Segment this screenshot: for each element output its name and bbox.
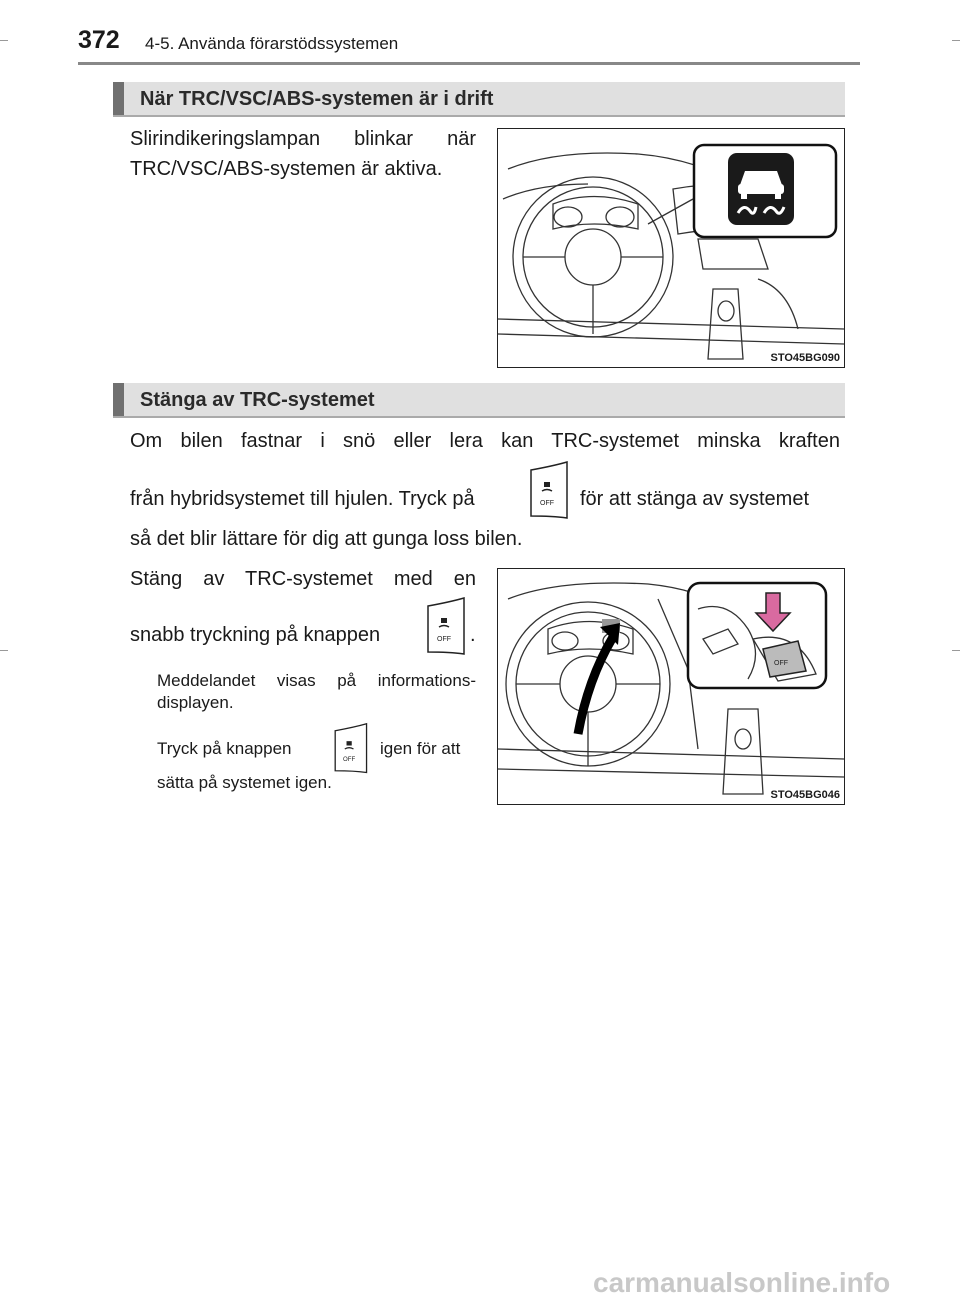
- crop-mark: [0, 40, 8, 41]
- figure-code: STO45BG046: [770, 789, 840, 801]
- step-text-end: .: [470, 624, 476, 646]
- svg-text:OFF: OFF: [540, 500, 554, 507]
- note-text-line: sätta på systemet igen.: [157, 773, 332, 792]
- svg-text:OFF: OFF: [343, 756, 356, 764]
- crop-mark: [0, 650, 8, 651]
- note-text-line: Tryck på knappen: [157, 739, 292, 758]
- slip-indicator-icon: [728, 153, 794, 225]
- section-rule: [113, 115, 845, 117]
- figure-code: STO45BG090: [770, 352, 840, 364]
- body-text-line: så det blir lättare för dig att gunga loss bilen.: [130, 528, 523, 550]
- note-text-line: displayen.: [157, 693, 234, 712]
- note-text-line: Meddelandet visas på informations-: [157, 671, 476, 690]
- trc-off-button-icon: [523, 460, 573, 522]
- body-text-line: Slirindikeringslampan blinkar när: [130, 128, 476, 150]
- figure-slip-indicator: [497, 128, 845, 368]
- section-heading-bar: [113, 383, 845, 416]
- section-title: När TRC/VSC/ABS-systemen är i drift: [140, 88, 494, 110]
- crop-mark: [952, 40, 960, 41]
- body-text-line: från hybridsystemet till hjulen. Tryck på: [130, 488, 475, 510]
- section-heading-bar: [113, 82, 845, 115]
- chapter-heading: 4-5. Använda förarstödssystemen: [145, 34, 399, 53]
- body-text-line: för att stänga av systemet: [580, 488, 809, 510]
- callout-frame: [688, 583, 826, 688]
- note-text-line: igen för att: [380, 739, 461, 758]
- steering-wheel-illustration: [498, 569, 844, 804]
- step-text-line: Stäng av TRC-systemet med en: [130, 568, 476, 590]
- arrow-to-display: [578, 637, 613, 734]
- svg-text:OFF: OFF: [437, 636, 451, 643]
- watermark: carmanualsonline.info: [593, 1267, 891, 1298]
- step-text-line: snabb tryckning på knappen: [130, 624, 381, 646]
- figure-trc-button: [497, 568, 845, 805]
- trc-off-button-icon: [328, 722, 372, 776]
- svg-text:OFF: OFF: [774, 660, 788, 667]
- page-number: 372: [78, 26, 120, 54]
- header-rule: [78, 62, 860, 65]
- body-text-line: Om bilen fastnar i snö eller lera kan TRC-systemet minska kraften: [130, 430, 840, 452]
- crop-mark: [952, 650, 960, 651]
- dashboard-illustration: [498, 129, 844, 367]
- body-text-line: TRC/VSC/ABS-systemen är aktiva.: [130, 158, 443, 180]
- section-rule: [113, 416, 845, 418]
- trc-off-button-icon: [420, 596, 470, 658]
- section-title: Stänga av TRC-systemet: [140, 389, 375, 411]
